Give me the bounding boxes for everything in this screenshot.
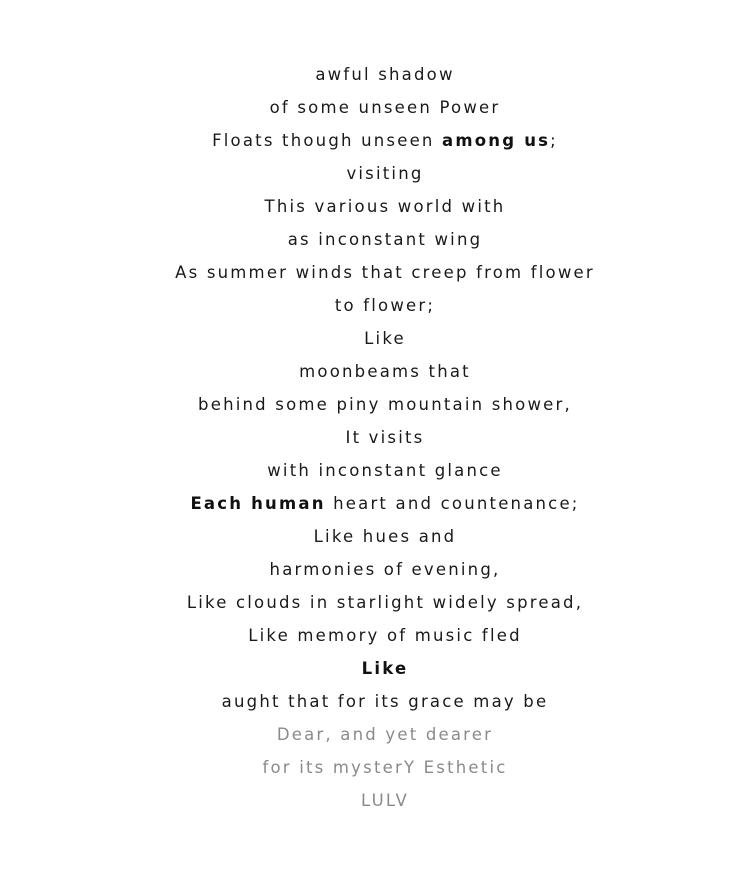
poem-line-bold-text: among us: [442, 131, 551, 150]
poem-line: Like memory of music fled: [248, 626, 522, 645]
poem-line: [0, 487, 750, 520]
poem-line: to flower;: [334, 296, 436, 315]
poem-line: [0, 124, 750, 157]
poem: [0, 58, 750, 817]
poem-line: aught that for its grace may be: [221, 692, 549, 711]
poem-line: harmonies of evening,: [269, 560, 501, 579]
poem-line-faded: Dear, and yet dearer: [276, 725, 494, 744]
poem-line: As summer winds that creep from flower: [175, 263, 595, 282]
poem-line-text: heart and countenance;: [325, 494, 580, 513]
poem-line: It visits: [345, 428, 425, 447]
poem-line: Like: [364, 329, 406, 348]
poem-line: moonbeams that: [299, 362, 471, 381]
poem-line: This various world with: [264, 197, 506, 216]
poem-line: behind some piny mountain shower,: [198, 395, 572, 414]
signature: LULV: [361, 791, 409, 810]
poem-line-text: ;: [550, 131, 558, 150]
poem-line: of some unseen Power: [269, 98, 501, 117]
poem-line: visiting: [346, 164, 424, 183]
poem-line: as inconstant wing: [287, 230, 483, 249]
poem-line-text: Floats though unseen: [212, 131, 443, 150]
poem-line-faded: for its mysterY Esthetic: [262, 758, 508, 777]
poem-line: [0, 652, 750, 685]
poem-line-bold-text: Each human: [190, 494, 326, 513]
poem-line: awful shadow: [315, 65, 455, 84]
poem-line: Like clouds in starlight widely spread,: [186, 593, 584, 612]
poem-line-bold-text: Like: [361, 659, 409, 678]
poem-line: Like hues and: [313, 527, 457, 546]
poem-line: with inconstant glance: [267, 461, 503, 480]
